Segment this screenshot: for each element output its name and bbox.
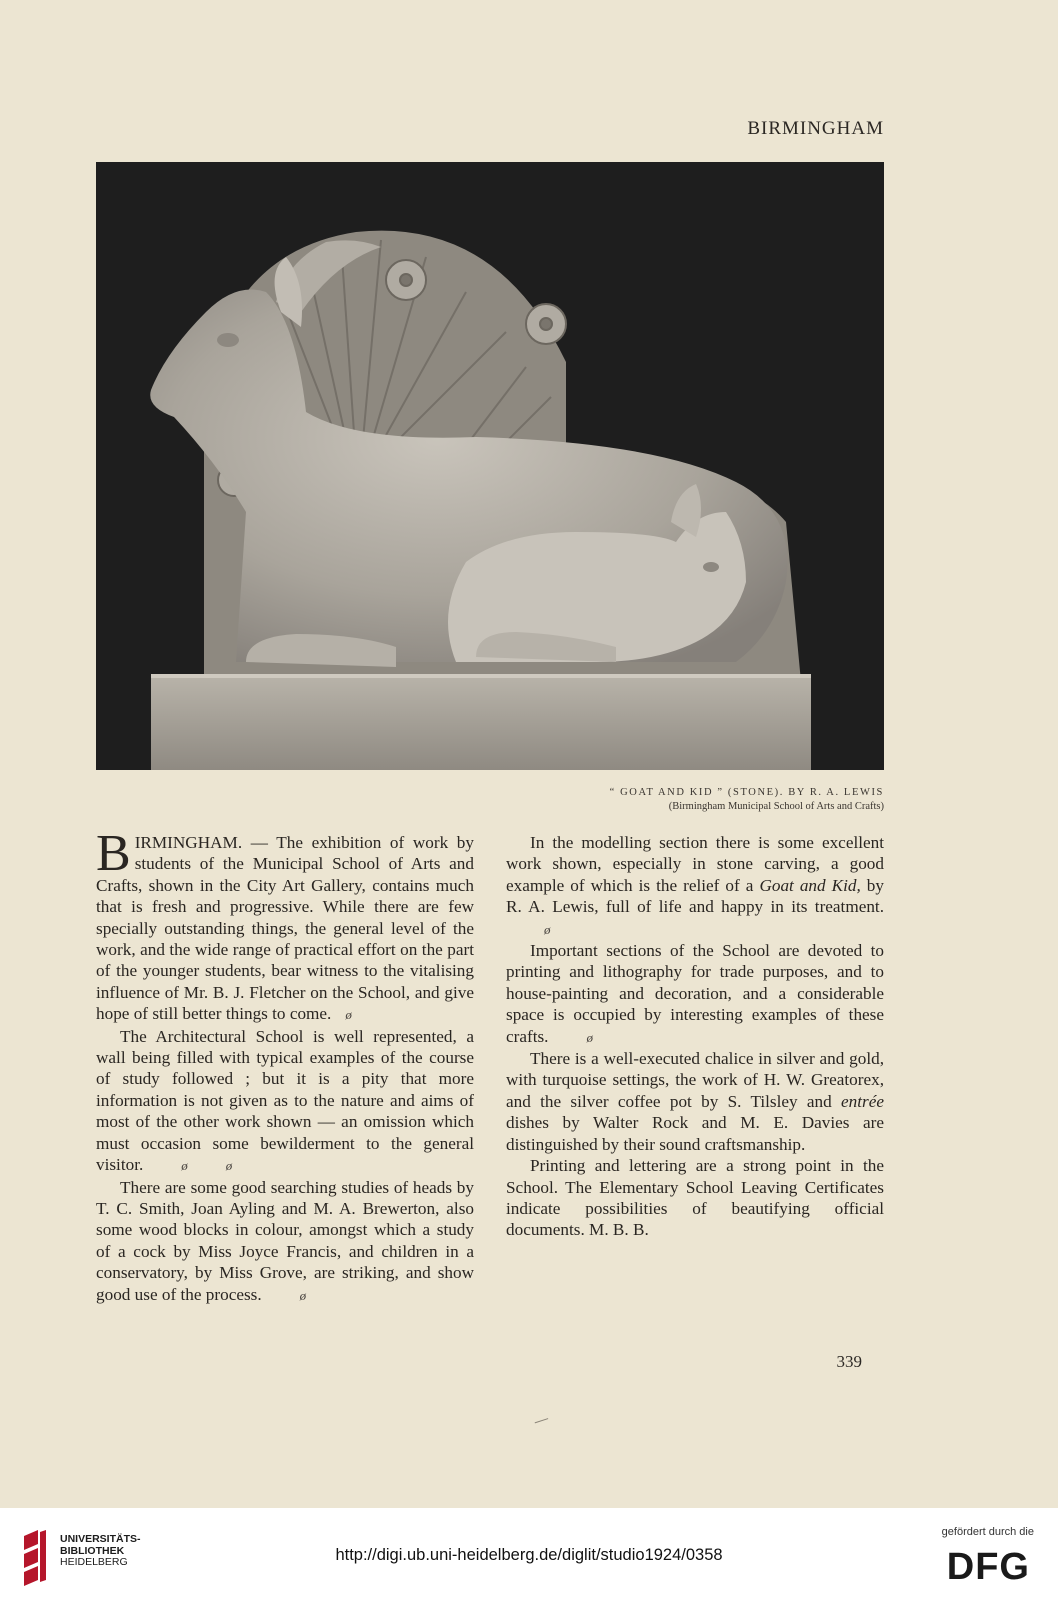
- artwork-title: Goat and Kid,: [759, 875, 861, 895]
- library-name-line: UNIVERSITÄTS-: [60, 1533, 141, 1545]
- article-paragraph: [506, 1155, 884, 1241]
- paragraph-text: There are some good searching studies of heads by T. C. Smith, Joan Ayling and M. A. Brewerton, also some wood blocks in colour, amongst which a study of a cock by Miss Joyce Francis, and children in a conservatory, by Miss Grove, are striking, and show good use of the process.: [96, 1177, 474, 1304]
- funding-note: gefördert durch die: [941, 1526, 1034, 1538]
- paragraph-text: Printing and lettering are a strong point in the School. The Elementary School Leaving Certificates indicate possibilities of beautifying official documents. M. B. B.: [506, 1156, 884, 1240]
- article-column-right: [506, 832, 884, 1241]
- paragraph-text: The Architectural School is well represented, a wall being filled with typical examples of the course of study followed ; but it is a pity that more information is not given as to the nature and aims of most of the other work shown — an omission which must occasion some bewilderment to the general visitor.: [96, 1026, 474, 1175]
- paragraph-text: In the modelling section there is some excellent work shown, especially in stone carving, a good example of which is the relief of a: [506, 833, 884, 895]
- running-head: BIRMINGHAM: [747, 118, 884, 139]
- paragraph-text: dishes by Walter Rock and M. E. Davies are distinguished by their sound craftsmanship.: [506, 1113, 884, 1154]
- sculpture-photograph: [96, 162, 884, 770]
- paragraph-text: There is a well-executed chalice in silver and gold, with turquoise settings, the work of H. W. Greatorex, and the silver coffee pot by S. Tilsley and: [506, 1049, 884, 1111]
- article-paragraph: [506, 1048, 884, 1155]
- goat-and-kid-relief-image: [96, 162, 884, 770]
- article-paragraph: [506, 832, 884, 940]
- article-paragraph: [506, 940, 884, 1048]
- caption-title: “ GOAT AND KID ” (STONE). BY R. A. LEWIS: [609, 787, 884, 798]
- italic-term: entrée: [841, 1091, 884, 1111]
- paragraph-text: IRMINGHAM. — The exhibition of work by students of the Municipal School of Arts and Crafts, shown in the City Art Gallery, contains much that is fresh and progressive. While there are few specially outstanding things, the general level of the work, and the wide range of practical effort on the part of the younger students, bear witness to the vitalising influence of Mr. B. J. Fletcher on the School, and give hope of still better things to come.: [96, 833, 474, 1024]
- dfg-logo: DFG: [946, 1546, 1030, 1588]
- figure-caption: [610, 786, 884, 814]
- leaf-ornament-icon: ø: [299, 1287, 307, 1303]
- source-url-link[interactable]: http://digi.ub.uni-heidelberg.de/diglit/studio1924/0358: [335, 1546, 723, 1564]
- drop-cap: B: [96, 825, 131, 882]
- leaf-ornament-icon: ø: [544, 921, 551, 937]
- article-paragraph: [96, 1177, 474, 1306]
- library-name-line: BIBLIOTHEK: [60, 1544, 125, 1557]
- paper-mark: [535, 1418, 552, 1433]
- digitization-footer: [0, 1508, 1058, 1600]
- leaf-ornament-icon: ø: [345, 1007, 352, 1023]
- library-name-line: HEIDELBERG: [60, 1556, 128, 1568]
- leaf-ornament-icon: ø: [181, 1158, 188, 1174]
- article-paragraph: [96, 825, 474, 1026]
- leaf-ornament-icon: ø: [586, 1029, 593, 1045]
- article-column-left: [96, 825, 474, 1306]
- paragraph-text: by R. A. Lewis, full of life and happy in its treatment.: [506, 875, 884, 917]
- caption-credit: (Birmingham Municipal School of Arts and Crafts): [668, 801, 884, 812]
- leaf-ornament-icon: ø: [225, 1158, 233, 1174]
- page-number: 339: [836, 1352, 862, 1371]
- article-paragraph: [96, 1026, 474, 1177]
- paragraph-text: Important sections of the School are devoted to printing and lithography for trade purposes, and to house-painting and decoration, and a considerable space is occupied by interesting examples of these crafts.: [506, 941, 884, 1046]
